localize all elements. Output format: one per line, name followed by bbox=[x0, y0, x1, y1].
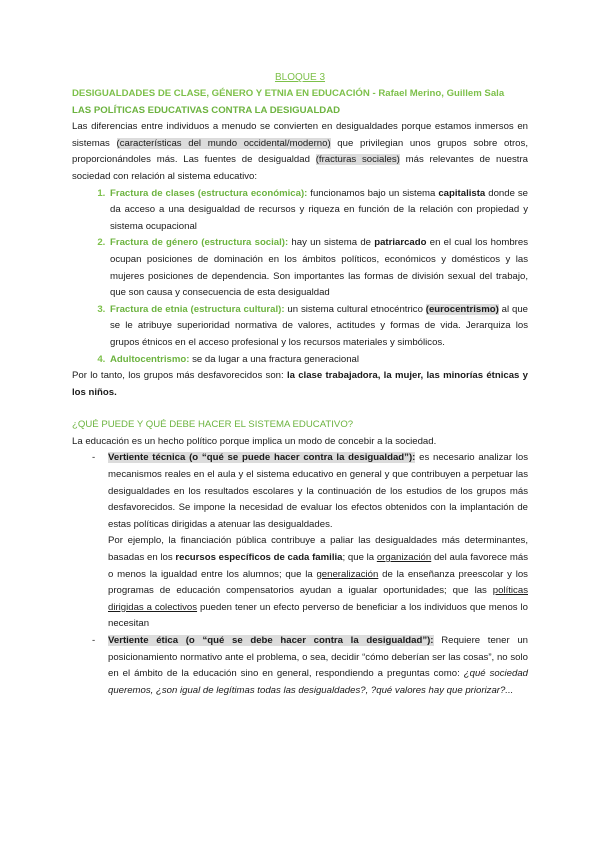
intro-highlight-2: (fracturas sociales) bbox=[315, 154, 400, 166]
intro-text-a: Las diferencias entre individuos a menudo se convierten en desigualdades porque estamos inmersos en sistemas bbox=[72, 121, 528, 149]
list-item bbox=[72, 450, 528, 633]
example-bold: recursos específicos de cada familia bbox=[175, 552, 343, 564]
fracture-term: Fractura de clases (estructura económica): bbox=[110, 187, 308, 199]
conclusion-paragraph bbox=[72, 368, 528, 401]
vertiente-tecnica-term: Vertiente técnica (o “qué se puede hacer contra la desigualdad”): bbox=[108, 452, 416, 464]
section2-intro: La educación es un hecho político porque implica un modo de concebir a la sociedad. bbox=[72, 435, 437, 447]
fracture-text: se da lugar a una fractura generacional bbox=[189, 353, 360, 365]
example-text: ; que la bbox=[342, 552, 377, 564]
vertientes-list bbox=[72, 450, 528, 699]
intro-paragraph bbox=[72, 119, 528, 185]
spacer bbox=[72, 401, 528, 417]
vertiente-questions: ¿qué sociedad queremos, ¿son igual de legítimas todas las desigualdades?, ?qué valores hay que priorizar?... bbox=[108, 668, 528, 696]
dash-bullet: - bbox=[92, 452, 96, 464]
intro-highlight-1: (características del mundo occidental/moderno) bbox=[116, 137, 331, 149]
section2-heading: ¿QUÉ PUEDE Y QUÉ DEBE HACER EL SISTEMA EDUCATIVO? bbox=[72, 419, 354, 431]
fracture-text: al que se le atribuye superioridad normativa de valores, actitudes y formas de vida. Jerarquiza los grupos étnicos en el acceso profesional y los recursos materiales y simbólicos. bbox=[110, 303, 528, 348]
vertiente-text: es necesario analizar los mecanismos reales en el aula y el sistema educativo en general y que contribuyen a perpetuar las desigualdades en los resultados escolares y la continuación de los estudios de los grupos más desfavorecidos. Se impone la necesidad de evaluar los efectos obtenidos con la implantación de estas políticas dirigidas a atenuar las desigualdades. bbox=[108, 452, 528, 530]
fracture-keyword: patriarcado bbox=[374, 237, 427, 249]
intro-text-c: más relevantes de nuestra sociedad con relación al sistema educativo: bbox=[72, 154, 528, 182]
fracture-keyword: capitalista bbox=[438, 187, 486, 199]
list-item bbox=[108, 302, 528, 352]
example-text: de la enseñanza preescolar y los programas de educación compensatorios ayudan a igualar oportunidades; que las bbox=[108, 568, 528, 597]
fracture-term: Adultocentrismo: bbox=[110, 353, 190, 365]
fracture-term: Fractura de etnia (estructura cultural): bbox=[110, 303, 285, 315]
fracture-text: donde se da acceso a una desigualdad de recursos y riqueza en función de la relación con propiedad y sistema ocupacional bbox=[110, 187, 528, 232]
example-paragraph bbox=[108, 533, 528, 633]
conclusion-bold: la clase trabajadora, la mujer, las minorías étnicas y los niños. bbox=[72, 370, 528, 398]
fracture-keyword: (eurocentrismo) bbox=[425, 303, 499, 315]
section1-heading: LAS POLÍTICAS EDUCATIVAS CONTRA LA DESIGUALDAD bbox=[72, 104, 341, 116]
example-underline: organización bbox=[376, 552, 432, 564]
example-underline: generalización bbox=[316, 568, 379, 580]
vertiente-text: Requiere tener un posicionamiento normativo ante el problema, o sea, decidir “cómo deberían ser las cosas”, no solo en el ámbito de la educación sino en general, respondiendo a preguntas como: bbox=[108, 635, 529, 680]
page-title: BLOQUE 3 bbox=[274, 72, 326, 83]
dash-bullet: - bbox=[92, 635, 96, 646]
list-item bbox=[108, 186, 528, 236]
example-text: pueden tener un efecto perverso de beneficiar a los individuos que menos lo necesitan bbox=[108, 601, 528, 630]
fracture-text: en el cual los hombres ocupan posiciones de dominación en los ámbitos políticos, económicos y domésticos y las mujeres posiciones de dependencia. Son importantes las formas de división sexual del trabajo, que son causa y consecuencia de esta desigualdad bbox=[110, 237, 528, 299]
example-underline: políticas dirigidas a colectivos bbox=[108, 585, 528, 613]
example-text: del aula favorece más o menos la igualdad entre los alumnos; que la bbox=[108, 552, 528, 580]
fracture-text: hay un sistema de bbox=[288, 237, 375, 249]
fracture-text: un sistema cultural etnocéntrico bbox=[284, 303, 426, 315]
fractures-list bbox=[72, 186, 528, 369]
document-page bbox=[72, 70, 528, 699]
fracture-text: funcionamos bajo un sistema bbox=[307, 187, 439, 199]
list-item bbox=[108, 235, 528, 301]
subtitle: DESIGUALDADES DE CLASE, GÉNERO Y ETNIA EN EDUCACIÓN - Rafael Merino, Guillem Sala bbox=[72, 88, 505, 99]
fracture-term: Fractura de género (estructura social): bbox=[110, 237, 289, 249]
example-text: Por ejemplo, la financiación pública contribuye a paliar las desigualdades más determinantes, basadas en los bbox=[108, 535, 528, 564]
conclusion-text: Por lo tanto, los grupos más desfavorecidos son: bbox=[72, 370, 287, 382]
intro-text-b: que privilegian unos grupos sobre otros, proporcionándoles más. Las fuentes de desigualdad bbox=[72, 137, 528, 166]
vertiente-etica-term: Vertiente ética (o “qué se debe hacer contra la desigualdad”): bbox=[108, 635, 434, 646]
list-item bbox=[72, 633, 528, 699]
list-item bbox=[108, 352, 528, 369]
